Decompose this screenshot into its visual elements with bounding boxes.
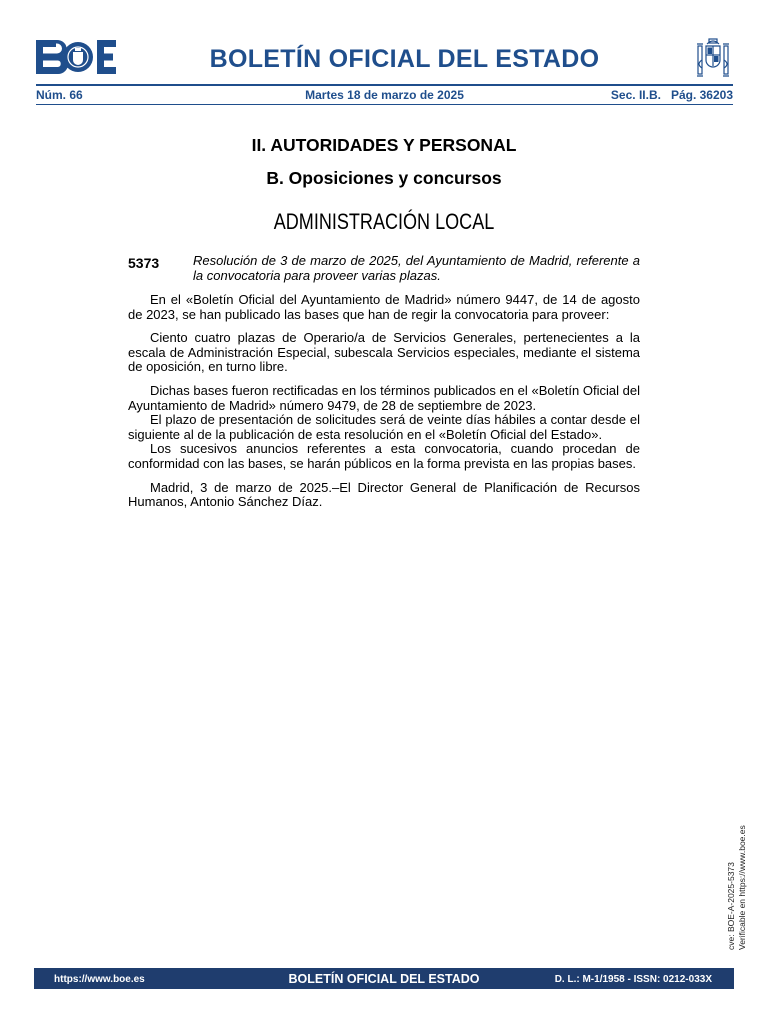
- verification-note: [726, 810, 750, 950]
- body-paragraph: Los sucesivos anuncios referentes a esta convocatoria, cuando procedan de conformidad con las bases, se harán públicos en la forma prevista en las propias bases.: [128, 441, 640, 471]
- footer-legal-deposit: D. L.: M-1/1958 - ISSN: 0212-033X: [554, 974, 712, 985]
- subsection-heading: B. Oposiciones y concursos: [266, 168, 502, 188]
- section-heading: II. AUTORIDADES Y PERSONAL: [251, 135, 517, 155]
- header-rule: [36, 84, 733, 86]
- issue-date: Martes 18 de marzo de 2025: [305, 88, 464, 102]
- body-paragraph: Dichas bases fueron rectificadas en los términos publicados en el «Boletín Oficial del Ayuntamiento de Madrid» número 9479, de 28 de septiembre de 2023.: [128, 382, 640, 413]
- publication-title: BOLETÍN OFICIAL DEL ESTADO: [209, 45, 600, 73]
- section-page: Sec. II.B. Pág. 36203: [610, 88, 733, 102]
- footer-url-link[interactable]: https://www.boe.es: [54, 974, 145, 985]
- verification-link[interactable]: Verificable en https://www.boe.es: [737, 825, 747, 950]
- entry-number: 5373: [128, 255, 160, 271]
- body-paragraph: En el «Boletín Oficial del Ayuntamiento de Madrid» número 9447, de 14 de agosto de 2023, se han publicado las bases que han de regir la convocatoria para proveer:: [128, 292, 640, 322]
- body-paragraph: Ciento cuatro plazas de Operario/a de Servicios Generales, pertenecientes a la escala de Administración Especial, subescala Servicios especiales, mediante el sistema de oposición, en turno libre.: [128, 330, 640, 375]
- issue-info-bar: [36, 88, 733, 102]
- signature-paragraph: Madrid, 3 de marzo de 2025.–El Director General de Planificación de Recursos Humanos, Antonio Sánchez Díaz.: [128, 479, 640, 510]
- page-footer: [34, 968, 734, 989]
- page-header: [36, 36, 733, 86]
- cve-code: cve: BOE-A-2025-5373: [726, 862, 736, 950]
- boe-logo-icon: [36, 40, 116, 74]
- info-rule: [36, 104, 733, 105]
- coat-of-arms-icon: [693, 36, 733, 80]
- document-body: [128, 293, 640, 519]
- organization-heading: ADMINISTRACIÓN LOCAL: [273, 209, 495, 234]
- entry-title: Resolución de 3 de marzo de 2025, del Ayuntamiento de Madrid, referente a la convocatoria para proveer varias plazas.: [193, 253, 640, 283]
- footer-title: BOLETÍN OFICIAL DEL ESTADO: [288, 972, 480, 986]
- body-paragraph: El plazo de presentación de solicitudes será de veinte días hábiles a contar desde el siguiente al de la publicación de esta resolución en el «Boletín Oficial del Estado».: [128, 412, 640, 442]
- issue-number: Núm. 66: [36, 88, 83, 102]
